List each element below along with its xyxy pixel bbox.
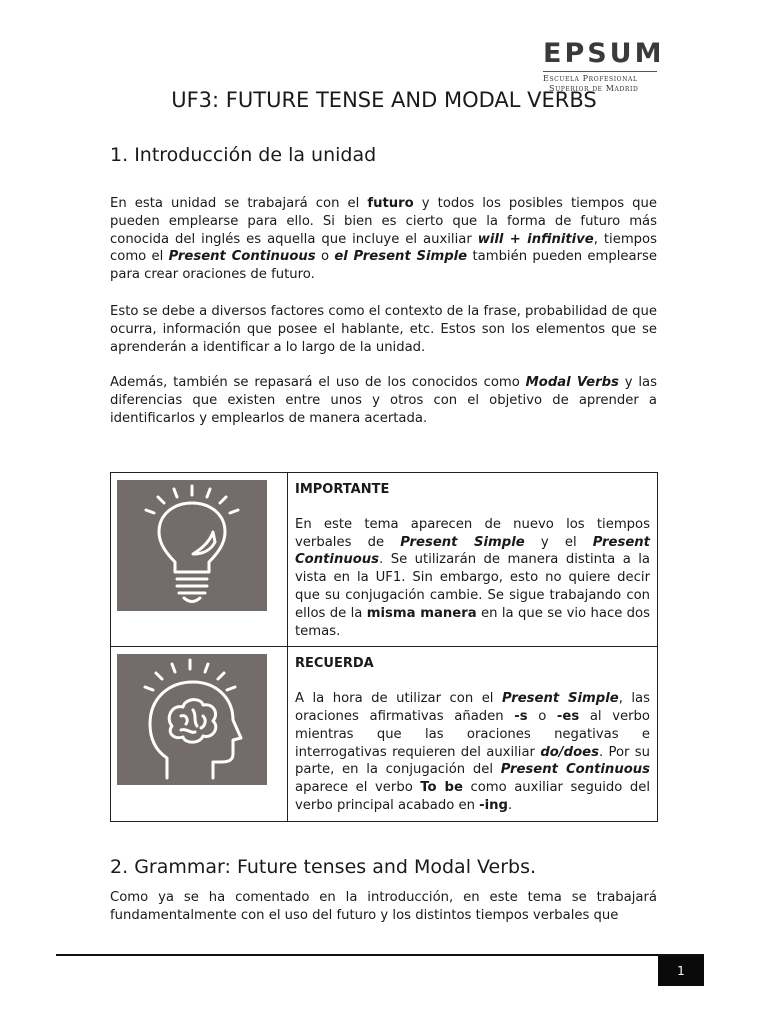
intro-paragraph-1: En esta unidad se trabajará con el futuro y todos los posibles tiempos que pueden emplearse para ello. Si bien es cierto que la forma de futuro más conocida del inglés es aquella que incluye el auxiliar will + infinitive, tiempos como el Present Continuous o el Present Simple también pueden emplearse para crear oraciones de futuro. (110, 196, 658, 283)
grammar-paragraph-1: Como ya se ha comentado en la introducción, en este tema se trabajará fundamentalmente con el uso del futuro y los distintos tiempos verbales que (110, 890, 657, 923)
footer-rule (56, 954, 704, 956)
intro-paragraph-3: Además, también se repasará el uso de los conocidos como Modal Verbs y las diferencias que existen entre unos y otros con el objetivo de aprender a identificarlos y emplearlos de manera acertada. (110, 375, 657, 426)
page-number: 1 (677, 964, 685, 978)
info-boxes-table (110, 472, 658, 822)
important-image-cell (111, 473, 288, 647)
lightbulb-icon (117, 480, 267, 611)
logo-subtitle-1: Escuela Profesional (543, 74, 638, 83)
remember-image-cell (111, 647, 288, 821)
logo-divider (543, 71, 657, 72)
section-2-title: Grammar: Future tenses and Modal Verbs. (134, 856, 537, 878)
brain-head-icon (117, 654, 267, 785)
important-row (111, 473, 658, 647)
section-2-heading (110, 856, 536, 878)
section-1-title: Introducción de la unidad (134, 144, 377, 166)
section-1-number: 1. (110, 144, 129, 166)
remember-text-cell (288, 647, 658, 821)
important-heading: IMPORTANTE (295, 482, 390, 497)
important-body: En este tema aparecen de nuevo los tiempos verbales de Present Simple y el Present Continuous. Se utilizarán de manera distinta a la vista en la UF1. Sin embargo, esto no quiere decir que su conjugación cambie. Se sigue trabajando con ellos de la misma manera en la que se vio hace dos temas. (295, 516, 650, 639)
remember-heading: RECUERDA (295, 656, 374, 672)
intro-paragraph-2: Esto se debe a diversos factores como el contexto de la frase, probabilidad de que ocurra, información que posee el hablante, etc. Estos son los elementos que se aprenderán a identificar a lo largo de la unidad. (110, 304, 657, 355)
document-title: UF3: FUTURE TENSE AND MODAL VERBS (171, 88, 597, 112)
remember-body: A la hora de utilizar con el Present Simple, las oraciones afirmativas añaden -s o -es al verbo mientras que las oraciones negativas e interrogativas requieren del auxiliar do/does. Por su parte, en la conjugación del Present Continuous aparece el verbo To be como auxiliar seguido del verbo principal acabado en -ing. (295, 691, 650, 813)
important-text-cell (288, 473, 658, 647)
remember-row (111, 647, 658, 821)
logo-subtitle-2: Superior de Madrid (549, 84, 639, 93)
section-2-number: 2. (110, 856, 129, 878)
section-1-heading (110, 144, 376, 166)
logo-wordmark: EPSUM (543, 38, 665, 69)
page-number-box (658, 956, 704, 986)
epsum-logo (543, 38, 665, 94)
